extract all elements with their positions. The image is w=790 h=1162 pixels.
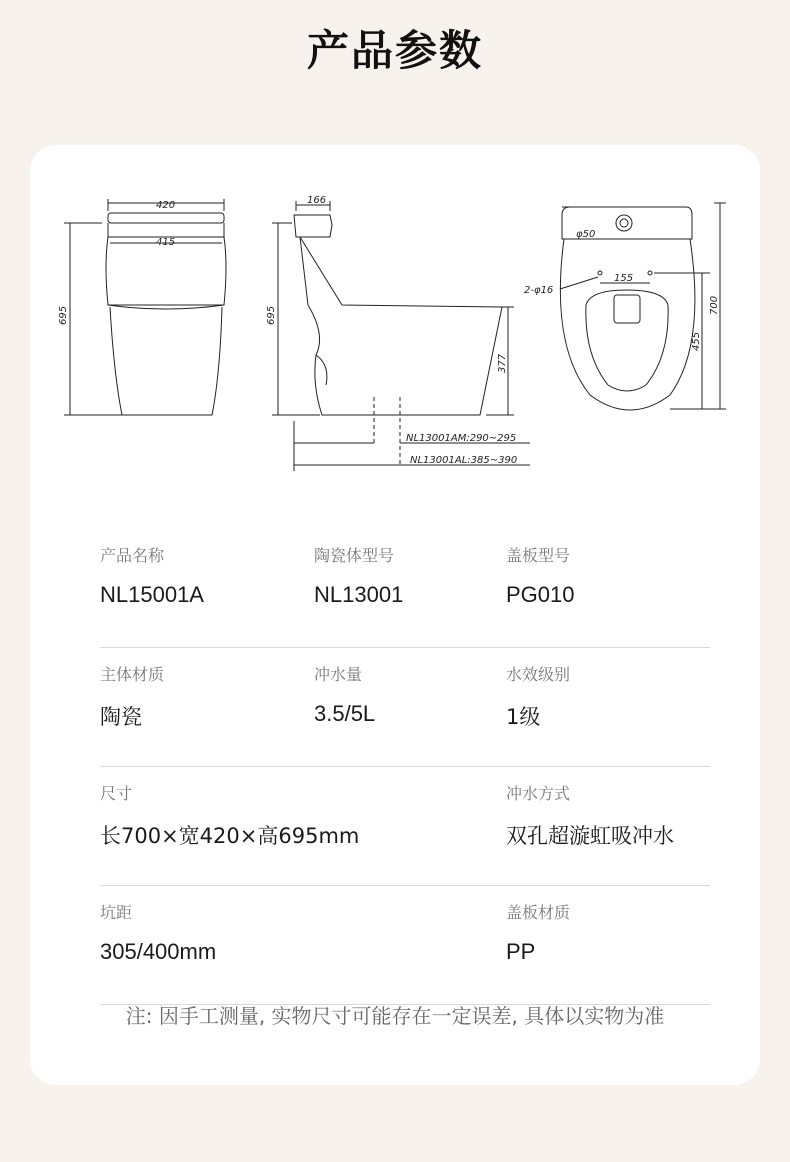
spec-value: NL13001: [314, 582, 404, 607]
spec-value: PP: [506, 939, 536, 964]
spec-label: 主体材质: [100, 665, 165, 684]
spec-table: [100, 529, 710, 1005]
spec-value: 1级: [506, 705, 541, 729]
spec-label: 尺寸: [100, 784, 133, 803]
spec-row: [100, 767, 710, 886]
spec-cell: [506, 543, 575, 608]
technical-drawings: [30, 145, 760, 505]
dim-front-width: 420: [156, 200, 176, 211]
spec-row: [100, 648, 710, 767]
spec-cell: [100, 662, 164, 731]
side-view: [272, 201, 530, 471]
dim-top-bowl-length: 455: [691, 331, 702, 351]
page-title: 产品参数: [306, 26, 483, 75]
measurement-note: 注: 因手工测量, 实物尺寸可能存在一定误差, 具体以实物为准: [125, 1004, 665, 1028]
spec-label: 盖板型号: [506, 546, 571, 565]
spec-cell: [100, 781, 359, 850]
spec-label: 盖板材质: [506, 903, 571, 922]
spec-cell: [506, 662, 570, 731]
dimension-drawing: [30, 145, 760, 505]
spec-label: 冲水方式: [506, 784, 571, 803]
dim-front-inner-width: 415: [156, 237, 176, 248]
spec-label: 产品名称: [100, 546, 165, 565]
spec-label: 冲水量: [314, 665, 363, 684]
spec-label: 水效级别: [506, 665, 571, 684]
dim-side-note-am: NL13001AM:290~295: [406, 433, 517, 444]
spec-card: [30, 145, 760, 1085]
spec-value: 3.5/5L: [314, 701, 376, 726]
dim-front-height: 695: [58, 305, 69, 325]
dim-top-diameter: φ50: [576, 229, 596, 240]
dim-side-outlet: 377: [497, 353, 508, 373]
spec-value: 305/400mm: [100, 939, 217, 964]
dim-side-depth: 166: [307, 195, 327, 206]
spec-value: 双孔超漩虹吸冲水: [506, 824, 674, 848]
dim-top-holes: 2-φ16: [524, 285, 554, 296]
spec-cell: [314, 662, 375, 727]
spec-cell: [100, 900, 216, 965]
spec-label: 陶瓷体型号: [314, 546, 395, 565]
spec-cell: [100, 543, 204, 608]
dim-side-height: 695: [266, 305, 277, 325]
spec-cell: [506, 900, 570, 965]
spec-cell: [506, 781, 674, 850]
spec-label: 坑距: [100, 903, 133, 922]
spec-value: 长700×宽420×高695mm: [100, 824, 360, 848]
spec-row: [100, 529, 710, 648]
spec-value: NL15001A: [100, 582, 204, 607]
dim-top-hole-spacing: 155: [614, 273, 634, 284]
dim-top-length: 700: [709, 295, 720, 315]
dim-side-note-al: NL13001AL:385~390: [410, 455, 518, 466]
spec-cell: [314, 543, 403, 608]
front-view: [64, 199, 226, 415]
spec-value: 陶瓷: [100, 705, 142, 729]
spec-value: PG010: [506, 582, 575, 607]
spec-row: [100, 886, 710, 1005]
